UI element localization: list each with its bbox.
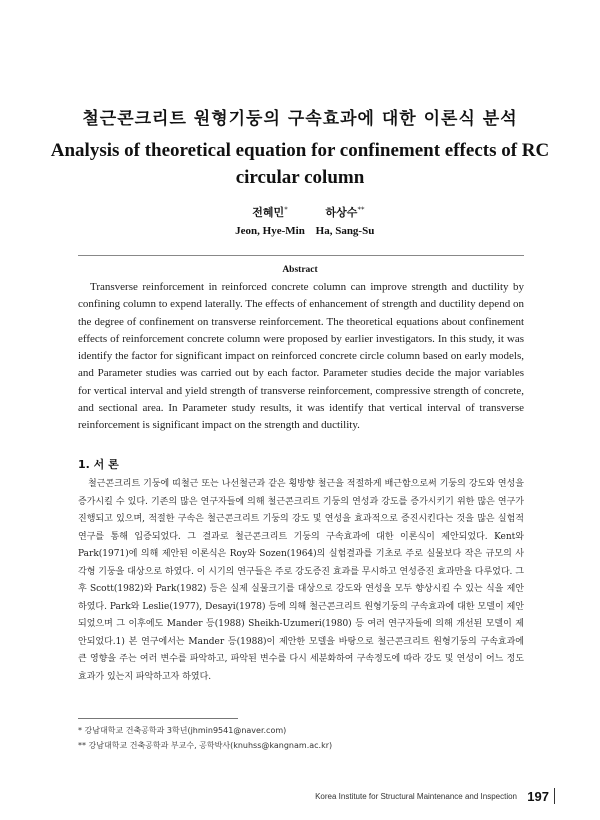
author-2-korean: 하상수 — [325, 206, 358, 219]
section-1-heading: 1. 서 론 — [78, 458, 119, 471]
author-1-korean: 전혜민 — [252, 206, 285, 219]
author-1-english: Jeon, Hye-Min — [235, 225, 305, 237]
page-footer — [300, 790, 555, 806]
footnote-1: * 강남대학교 건축공학과 3학년(jhmin9541@naver.com) — [78, 726, 287, 735]
journal-name: Korea Institute for Structural Maintenance and Inspection — [315, 792, 517, 801]
author-2-mark: ** — [357, 205, 365, 214]
header-divider — [78, 255, 524, 256]
korean-title: 철근콘크리트 원형기둥의 구속효과에 대한 이론식 분석 — [82, 109, 518, 129]
author-2-english: Ha, Sang-Su — [315, 225, 375, 237]
footnote-divider — [78, 718, 238, 719]
footnote-2: ** 강남대학교 건축공학과 부교수, 공학박사(knuhss@kangnam.ac.kr) — [78, 741, 333, 750]
author-1-mark: * — [284, 205, 288, 214]
author-2 — [275, 204, 415, 237]
abstract-heading: Abstract — [282, 265, 318, 275]
english-title: Analysis of theoretical equation for confinement effects of RC circular column — [50, 140, 550, 188]
section-1-text: 철근콘크리트 기둥에 띠철근 또는 나선철근과 같은 횡방향 철근을 적절하게 배근함으로써 기둥의 강도와 연성을 증가시킬 수 있다. 기존의 많은 연구자들에 의해 철근콘크리트 기둥의 연성과 강도를 증가시키기 위한 많은 연구가 진행되고 있으며, 적절한 구속은 철근콘크리트 기둥의 강도 및 연성을 효과적으로 증진시킨다는 것을 많은 실험적 연구를 통해 입증되었다. 그 결과로 철근콘크리트 기둥의 구속효과에 대한 이론식이 제안되었다. Kent와 Park(1971)에 의해 제안된 이론식은 Roy와 Sozen(1964)의 실험결과를 기초로 주로 실물보다 작은 규모의 사각형 기둥을 대상으로 하였다. 이 시기의 연구들은 주로 강도증진 효과를 무시하고 연성증진 효과만을 다루었다. 그 후 Scott(1982)와 Park(1982) 등은 실제 실물크기를 대상으로 강도와 연성을 모두 향상시킬 수 있는 식을 제안하였다. Park와 Leslie(1977), Desayi(1978) 등에 의해 철근콘크리트 원형기둥의 구속효과에 대한 모델이 제안되었으며 그 이후에도 Mander 등(1988) Sheikh-Uzumeri(1980) 등 여러 연구자들에 의해 개선된 모델이 제안되었다.1) 본 연구에서는 Mander 등(1988)이 제안한 모델을 바탕으로 철근콘크리트 원형기둥의 구속효과에 큰 영향을 주는 여러 변수를 파악하고, 파악된 변수를 다시 세분화하여 구속정도에 따라 강도 및 연성이 어느 정도 효과가 있는지 파악하고자 하였다. — [78, 479, 524, 682]
abstract-text: Transverse reinforcement in reinforced concrete column can improve strength and ductility by confining column to expend laterally. The effects of enhancement of strength and ductility depend on the degree of confinement on transverse reinforcement. The theoretical equations about confinement effects of reinforcement concrete column were proposed by earlier investigators. In this study, it was identify the factor for significant impact on reinforced concrete circle column based on early models, and Parameter studies was carried out by each factor. Parameter studies decide the major variables for vertical interval and yield strength of transverse reinforcement, compressive strength of concrete, and sectional area. In Parameter study results, it was identify that vertical interval of transverse reinforcement is significant impact on the strength and ductility. — [78, 281, 524, 432]
page-number: 197 — [527, 789, 549, 804]
footer-bar — [554, 788, 555, 804]
